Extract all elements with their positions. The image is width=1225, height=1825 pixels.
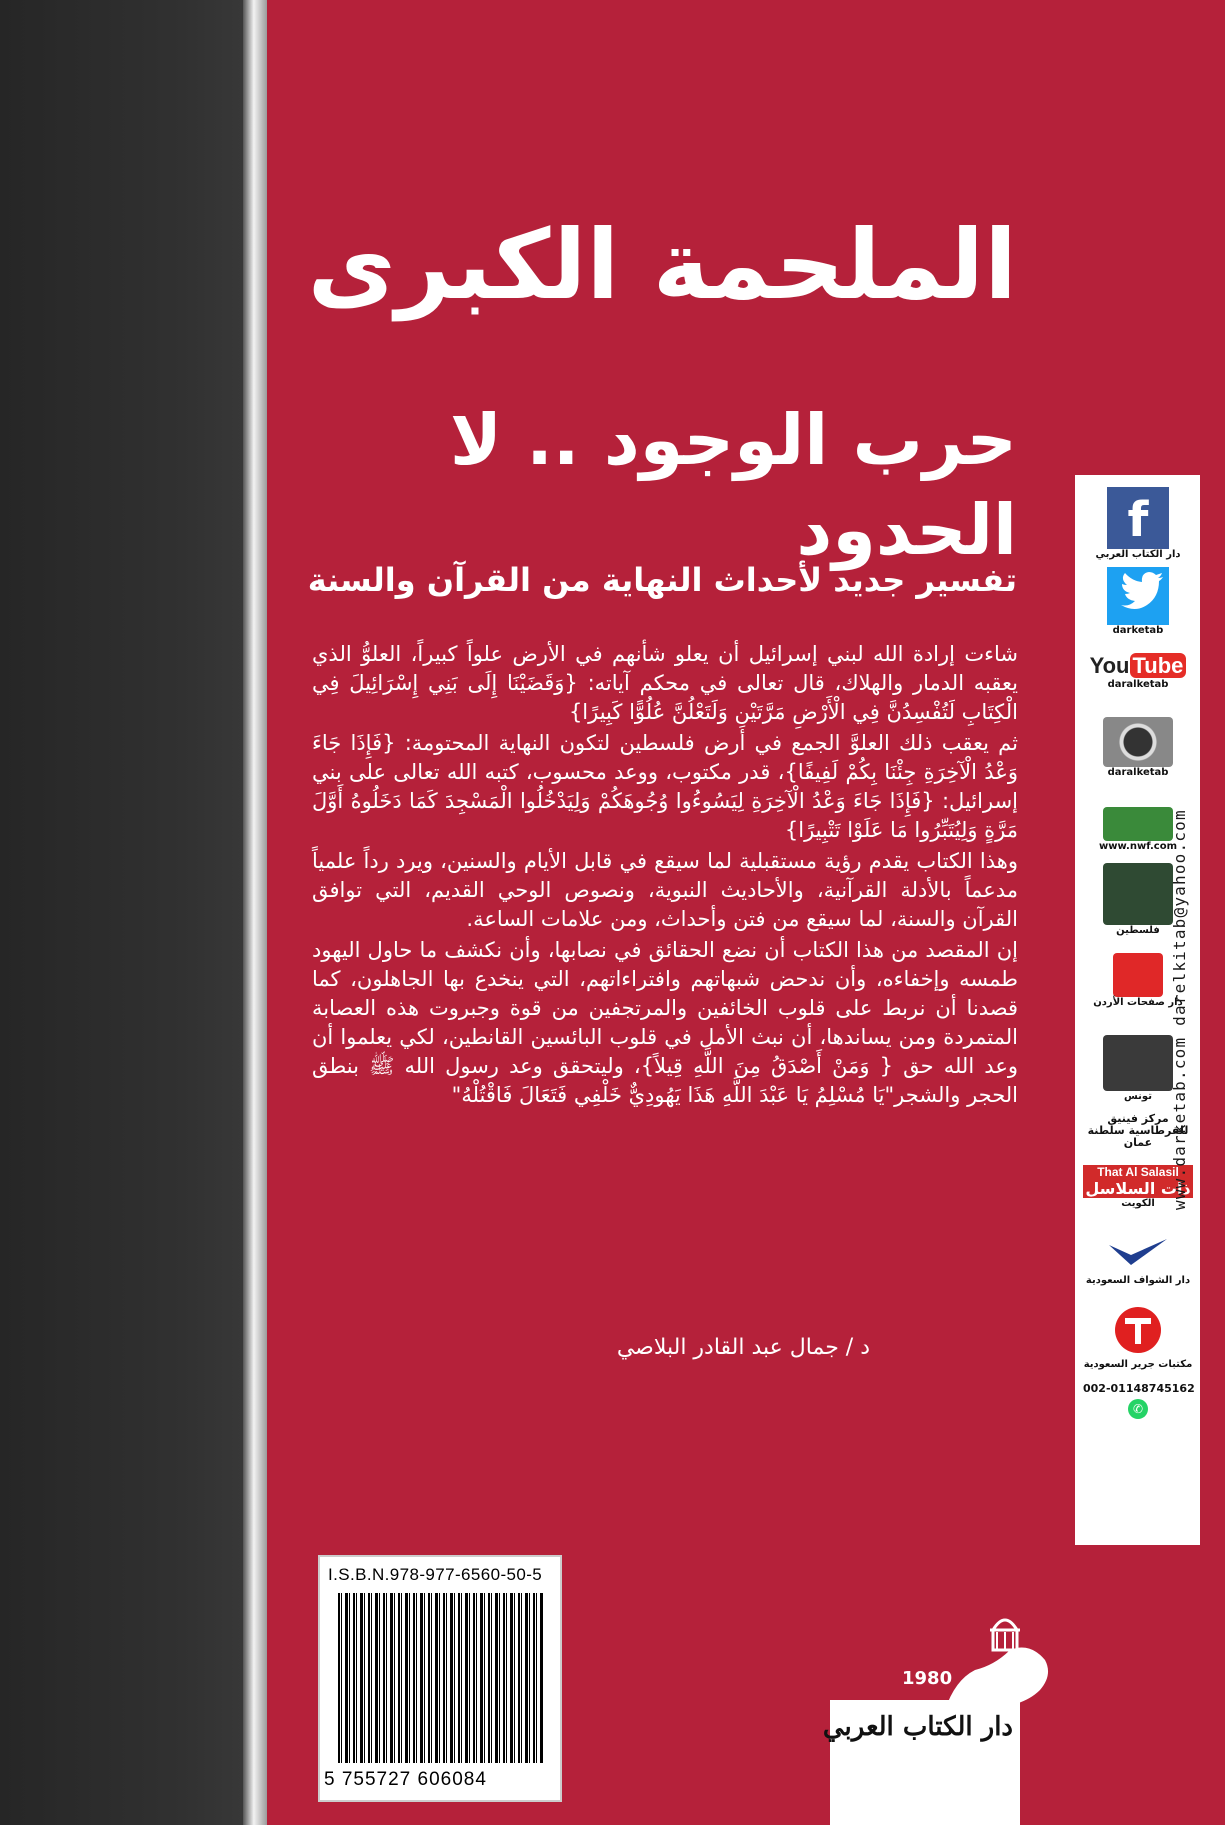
- shawaf-caption: دار الشواف السعودية: [1085, 1275, 1191, 1286]
- blurb-paragraph: شاءت إرادة الله لبني إسرائيل أن يعلو شأنهم في الأرض علواً كبيراً، العلوُّ الذي يعقبه الدمار والهلاك، قال تعالى في محكم آياته: {وَقَضَيْنَا إِلَى بَنِي إِسْرَائِيلَ فِي الْكِتَابِ لَتُفْسِدُنَّ فِي الْأَرْضِ مَرَّتَيْنِ وَلَتَعْلُنَّ عُلُوًّا كَبِيرًا}: [312, 642, 1018, 724]
- facebook-icon: f: [1107, 487, 1169, 549]
- kuwait-caption: الكويت: [1121, 1198, 1155, 1209]
- blurb: [312, 640, 1018, 1112]
- instagram-caption: daralketab: [1107, 767, 1169, 778]
- whatsapp-icon: ✆: [1128, 1399, 1148, 1419]
- shawaf-item: [1083, 1235, 1193, 1287]
- youtube-icon: You Tube: [1083, 653, 1193, 679]
- book-title: الملحمة الكبرى: [307, 209, 1017, 321]
- youtube-caption: daralketab: [1107, 679, 1169, 690]
- facebook-item[interactable]: [1083, 487, 1193, 561]
- author-name: د / جمال عبد القادر البلاصي: [616, 1335, 870, 1360]
- nwf-logo-icon: [1103, 807, 1173, 841]
- twitter-caption: darketab: [1112, 625, 1164, 636]
- nwf-caption: www.nwf.com: [1098, 841, 1178, 852]
- ketab-logo-icon: [1103, 1035, 1173, 1091]
- barcode-digits: 5 755727 606084: [324, 1769, 487, 1790]
- isbn-number: I.S.B.N.978-977-6560-50-5: [328, 1565, 543, 1584]
- book-spine: [0, 0, 262, 1825]
- spine-edge: [243, 0, 267, 1825]
- kuwait-logo-ar: ذات السلاسل: [1083, 1179, 1193, 1198]
- book-subtitle: حرب الوجود .. لا الحدود: [449, 399, 1017, 571]
- camera-icon: [1103, 717, 1173, 767]
- jarir-caption: مكتبات جرير السعودية: [1083, 1359, 1193, 1370]
- phone-number: 002-01148745162: [1083, 1382, 1195, 1395]
- phone-item: [1083, 1383, 1193, 1419]
- website-vertical-text: www.darketab.com darelkitab@yahoo.com: [1170, 809, 1189, 1210]
- publisher-logo: [822, 1630, 1020, 1825]
- publisher-year: 1980: [902, 1668, 953, 1689]
- publisher-name: دار الكتاب العربي: [822, 1712, 1013, 1742]
- barcode-bars: [338, 1593, 544, 1763]
- isbn-barcode: [318, 1555, 562, 1802]
- blurb-paragraph: ثم يعقب ذلك العلوَّ الجمع في أرض فلسطين لتكون النهاية المحتومة: {فَإِذَا جَاءَ وَعْدُ الْآخِرَةِ جِئْنَا بِكُمْ لَفِيفًا}، قدر مكتوب، ووعد محسوب، كتبه الله تعالى على بني إسرائيل: {فَإِذَا جَاءَ وَعْدُ الْآخِرَةِ لِيَسُوءُوا وُجُوهَكُمْ وَلِيَدْخُلُوا الْمَسْجِدَ كَمَا دَخَلُوهُ أَوَّلَ مَرَّةٍ وَلِيُتَبِّرُوا مَا عَلَوْا تَتْبِيرًا}: [312, 731, 1018, 842]
- book-tagline: تفسير جديد لأحداث النهاية من القرآن والسنة: [307, 561, 1017, 599]
- blurb-paragraph: إن المقصد من هذا الكتاب أن نضع الحقائق في نصابها، وأن نكشف ما حاول اليهود طمسه وإخفاءه، وأن ندحض شبهاتهم وافتراءاتهم، التي ينخدع بها الجاهلون، كما قصدنا أن نربط على قلوب الخائفين والمرتجفين من قوة وجبروت هذه العصابة المتمردة ومن يساندها، أن نبث الأمل في قلوب البائسين القانطين، لكي يعلموا أن وعد الله حق { وَمَنْ أَصْدَقُ مِنَ اللَّهِ قِيلاً}، وليتحقق وعد رسول الله ﷺ بنطق الحجر والشجر"يَا مُسْلِمُ يَا عَبْدَ اللَّهِ هَذَا يَهُودِيٌّ خَلْفِي فَتَعَالَ فَاقْتُلْهُ": [312, 938, 1018, 1107]
- jordan-caption: دار صفحات الأردن: [1093, 997, 1183, 1008]
- kuwait-logo-en: That Al Salasil: [1083, 1165, 1193, 1179]
- jarir-item: [1083, 1305, 1193, 1371]
- twitter-bird-icon: [1107, 567, 1169, 625]
- arab-map-emblem-icon: [935, 1570, 1055, 1720]
- palestine-caption: فلسطين: [1116, 925, 1160, 936]
- jordan-logo-icon: [1113, 953, 1163, 997]
- palestine-logo-icon: [1103, 863, 1173, 925]
- jarir-logo-icon: [1113, 1305, 1163, 1355]
- shawaf-check-icon: [1103, 1235, 1173, 1271]
- tunisia-caption: تونس: [1124, 1091, 1152, 1102]
- facebook-caption: دار الكتاب العربي: [1095, 549, 1181, 560]
- blurb-paragraph: وهذا الكتاب يقدم رؤية مستقبلية لما سيقع في قابل الأيام والسنين، ويرد رداً علمياً مدعماً بالأدلة القرآنية، والأحاديث النبوية، ونصوص الوحي القديم، التي توافق القرآن والسنة، لما سيقع من فتن وأحداث، ومن علامات الساعة.: [312, 849, 1018, 931]
- oman-caption: مركز فينيق للقرطاسية سلطنة عمان: [1087, 1112, 1189, 1149]
